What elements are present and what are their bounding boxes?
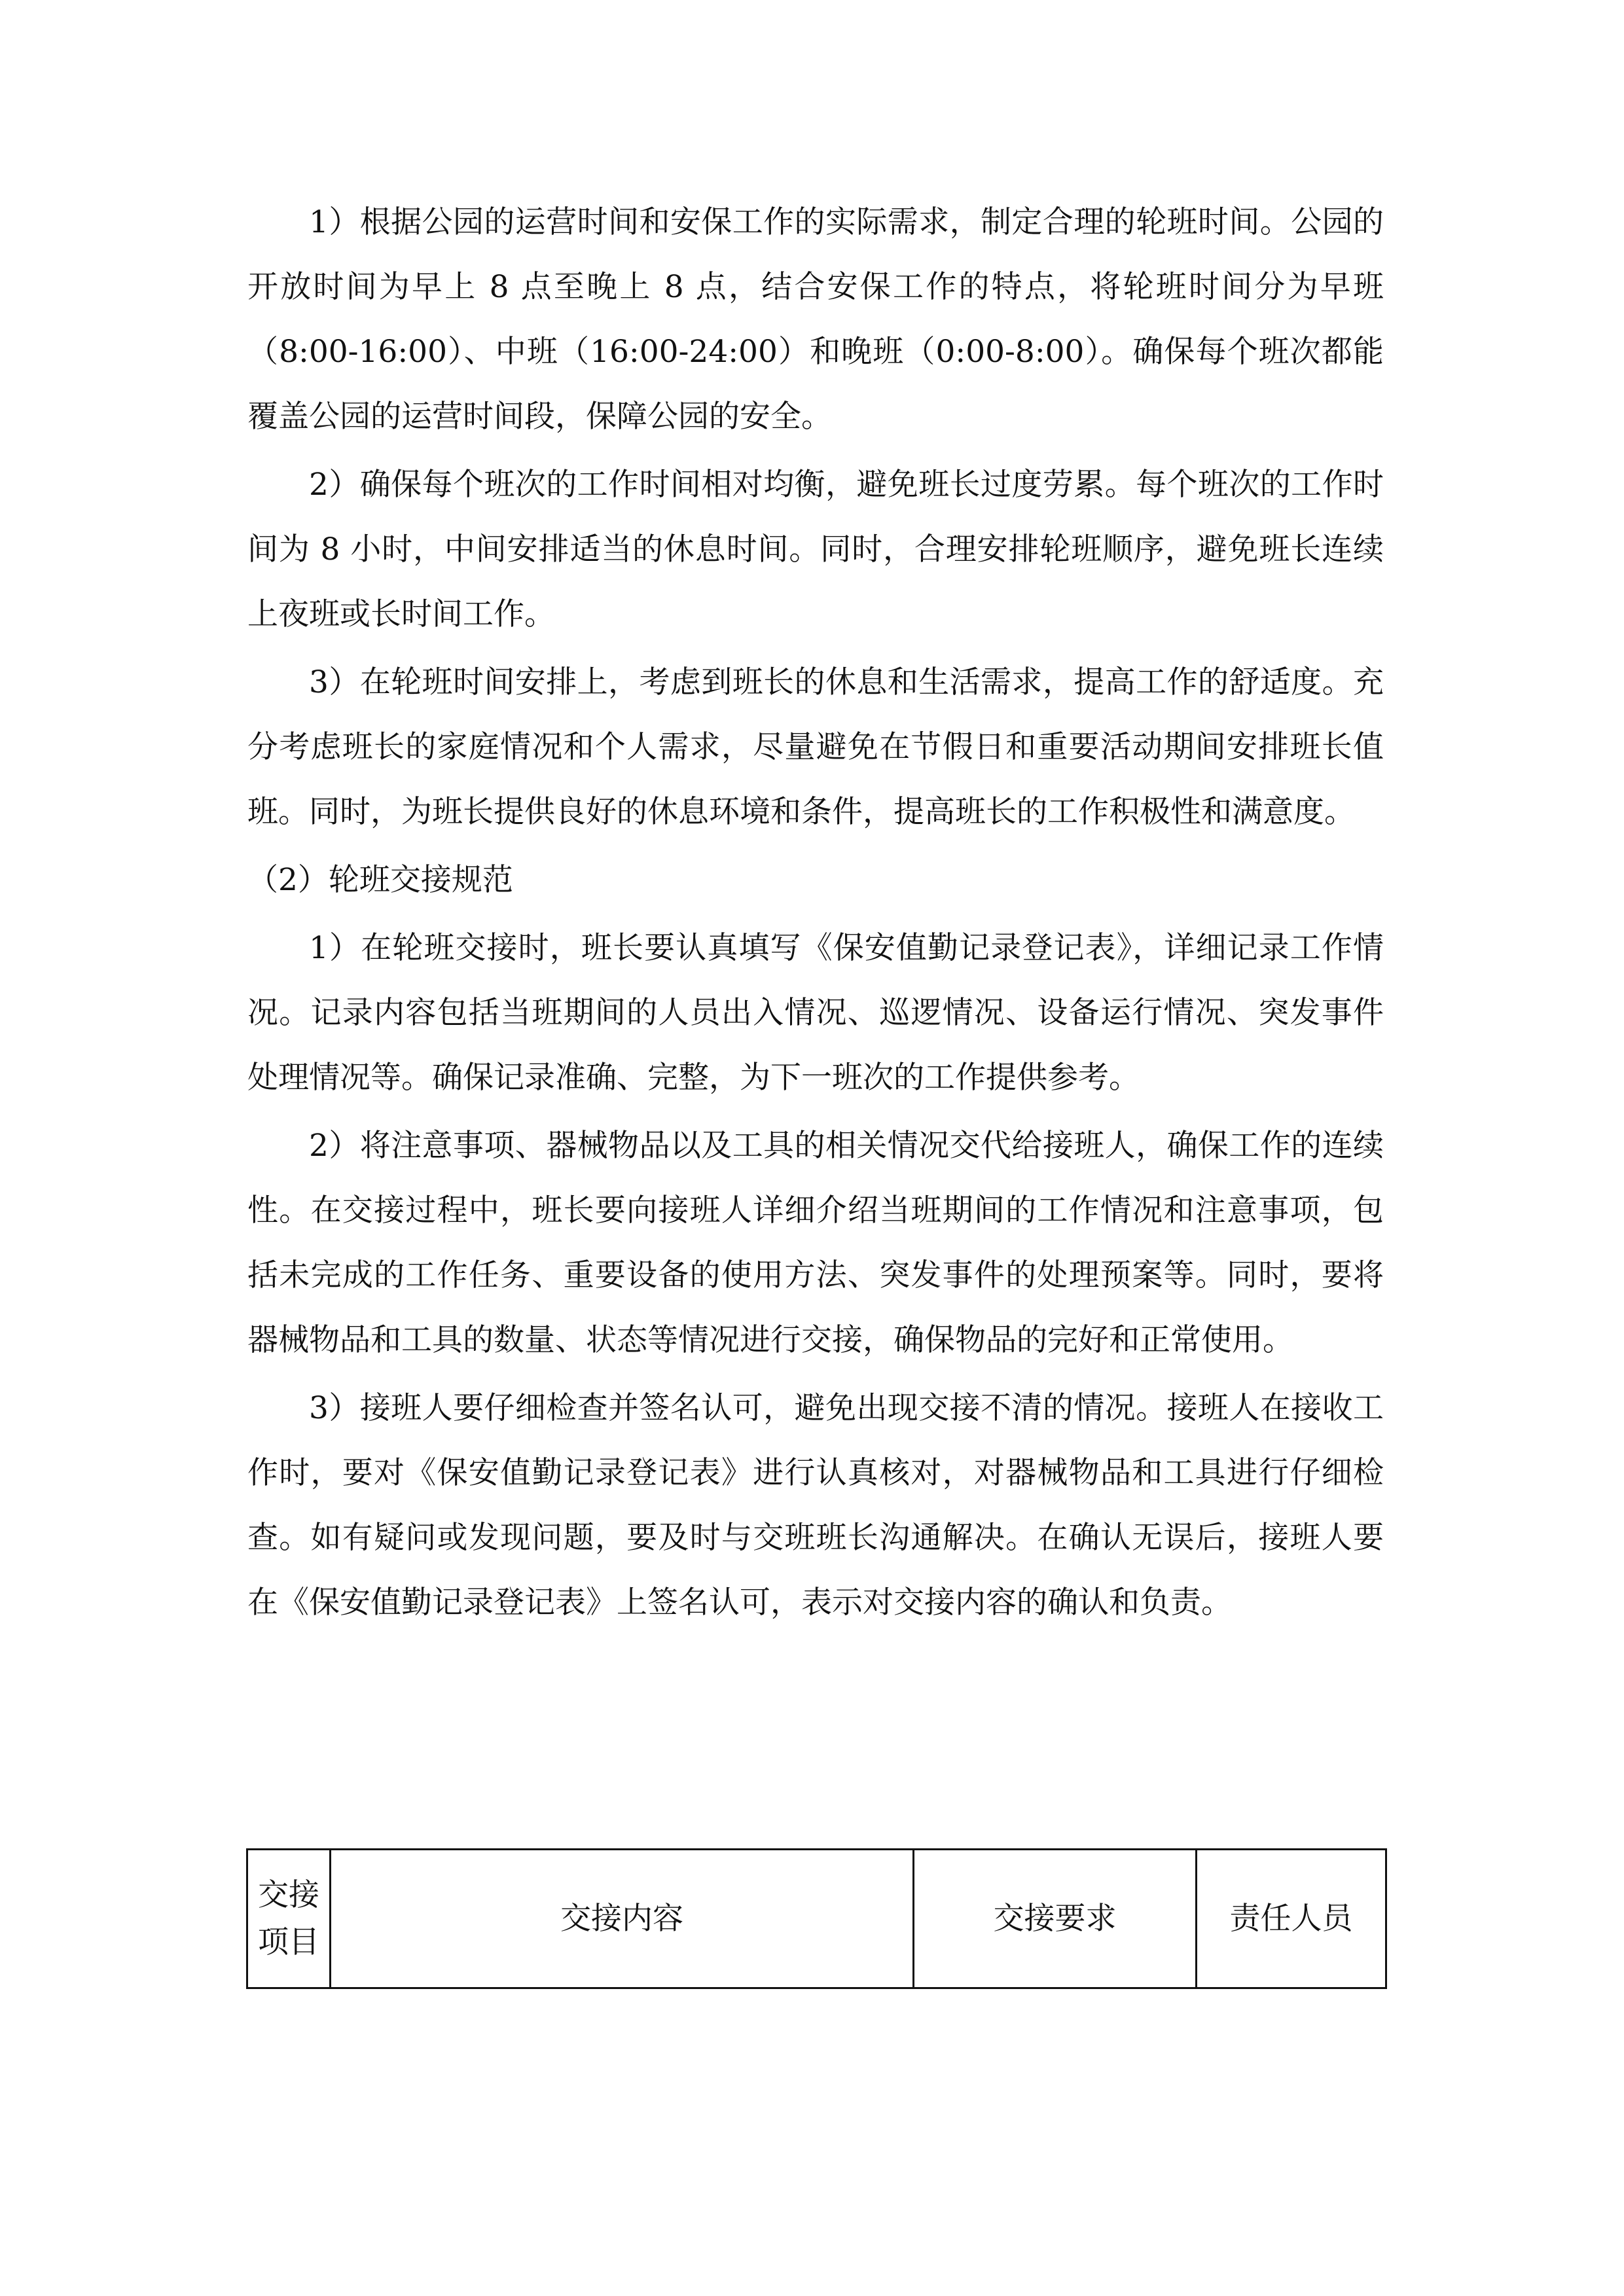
header-responsible: 责任人员 — [1197, 1850, 1386, 1988]
document-body — [247, 190, 1384, 1635]
header-content: 交接内容 — [331, 1850, 914, 1988]
handover-table — [246, 1848, 1387, 1989]
header-requirement: 交接要求 — [914, 1850, 1197, 1988]
section-heading-handover: （2）轮班交接规范 — [247, 862, 513, 898]
paragraph-handover-3: 3）接班人要仔细检查并签名认可，避免出现交接不清的情况。接班人在接收工作时，要对《保安值勤记录登记表》进行认真核对，对器械物品和工具进行仔细检查。如有疑问或发现问题，要及时与交班班长沟通解决。在确认无误后，接班人要在《保安值勤记录登记表》上签名认可，表示对交接内容的确认和负责。 — [247, 1390, 1384, 1621]
paragraph-shift-time-3: 3）在轮班时间安排上，考虑到班长的休息和生活需求，提高工作的舒适度。充分考虑班长的家庭情况和个人需求，尽量避免在节假日和重要活动期间安排班长值班。同时，为班长提供良好的休息环境和条件，提高班长的工作积极性和满意度。 — [247, 664, 1384, 830]
paragraph-shift-time-1: 1）根据公园的运营时间和安保工作的实际需求，制定合理的轮班时间。公园的开放时间为早上 8 点至晚上 8 点，结合安保工作的特点，将轮班时间分为早班（8:00-16:00）、中班（16:00-24:00）和晚班（0:00-8:00）。确保每个班次都能覆盖公园的运营时间段，保障公园的安全。 — [247, 204, 1384, 435]
paragraph-handover-2: 2）将注意事项、器械物品以及工具的相关情况交代给接班人，确保工作的连续性。在交接过程中，班长要向接班人详细介绍当班期间的工作情况和注意事项，包括未完成的工作任务、重要设备的使用方法、突发事件的处理预案等。同时，要将器械物品和工具的数量、状态等情况进行交接，确保物品的完好和正常使用。 — [247, 1128, 1384, 1358]
paragraph-shift-time-2: 2）确保每个班次的工作时间相对均衡，避免班长过度劳累。每个班次的工作时间为 8 小时，中间安排适当的休息时间。同时，合理安排轮班顺序，避免班长连续上夜班或长时间工作。 — [247, 467, 1384, 632]
paragraph-handover-1: 1）在轮班交接时，班长要认真填写《保安值勤记录登记表》，详细记录工作情况。记录内容包括当班期间的人员出入情况、巡逻情况、设备运行情况、突发事件处理情况等。确保记录准确、完整，为下一班次的工作提供参考。 — [247, 930, 1384, 1096]
header-item: 交接项目 — [247, 1850, 331, 1988]
table-header-row — [247, 1850, 1386, 1988]
